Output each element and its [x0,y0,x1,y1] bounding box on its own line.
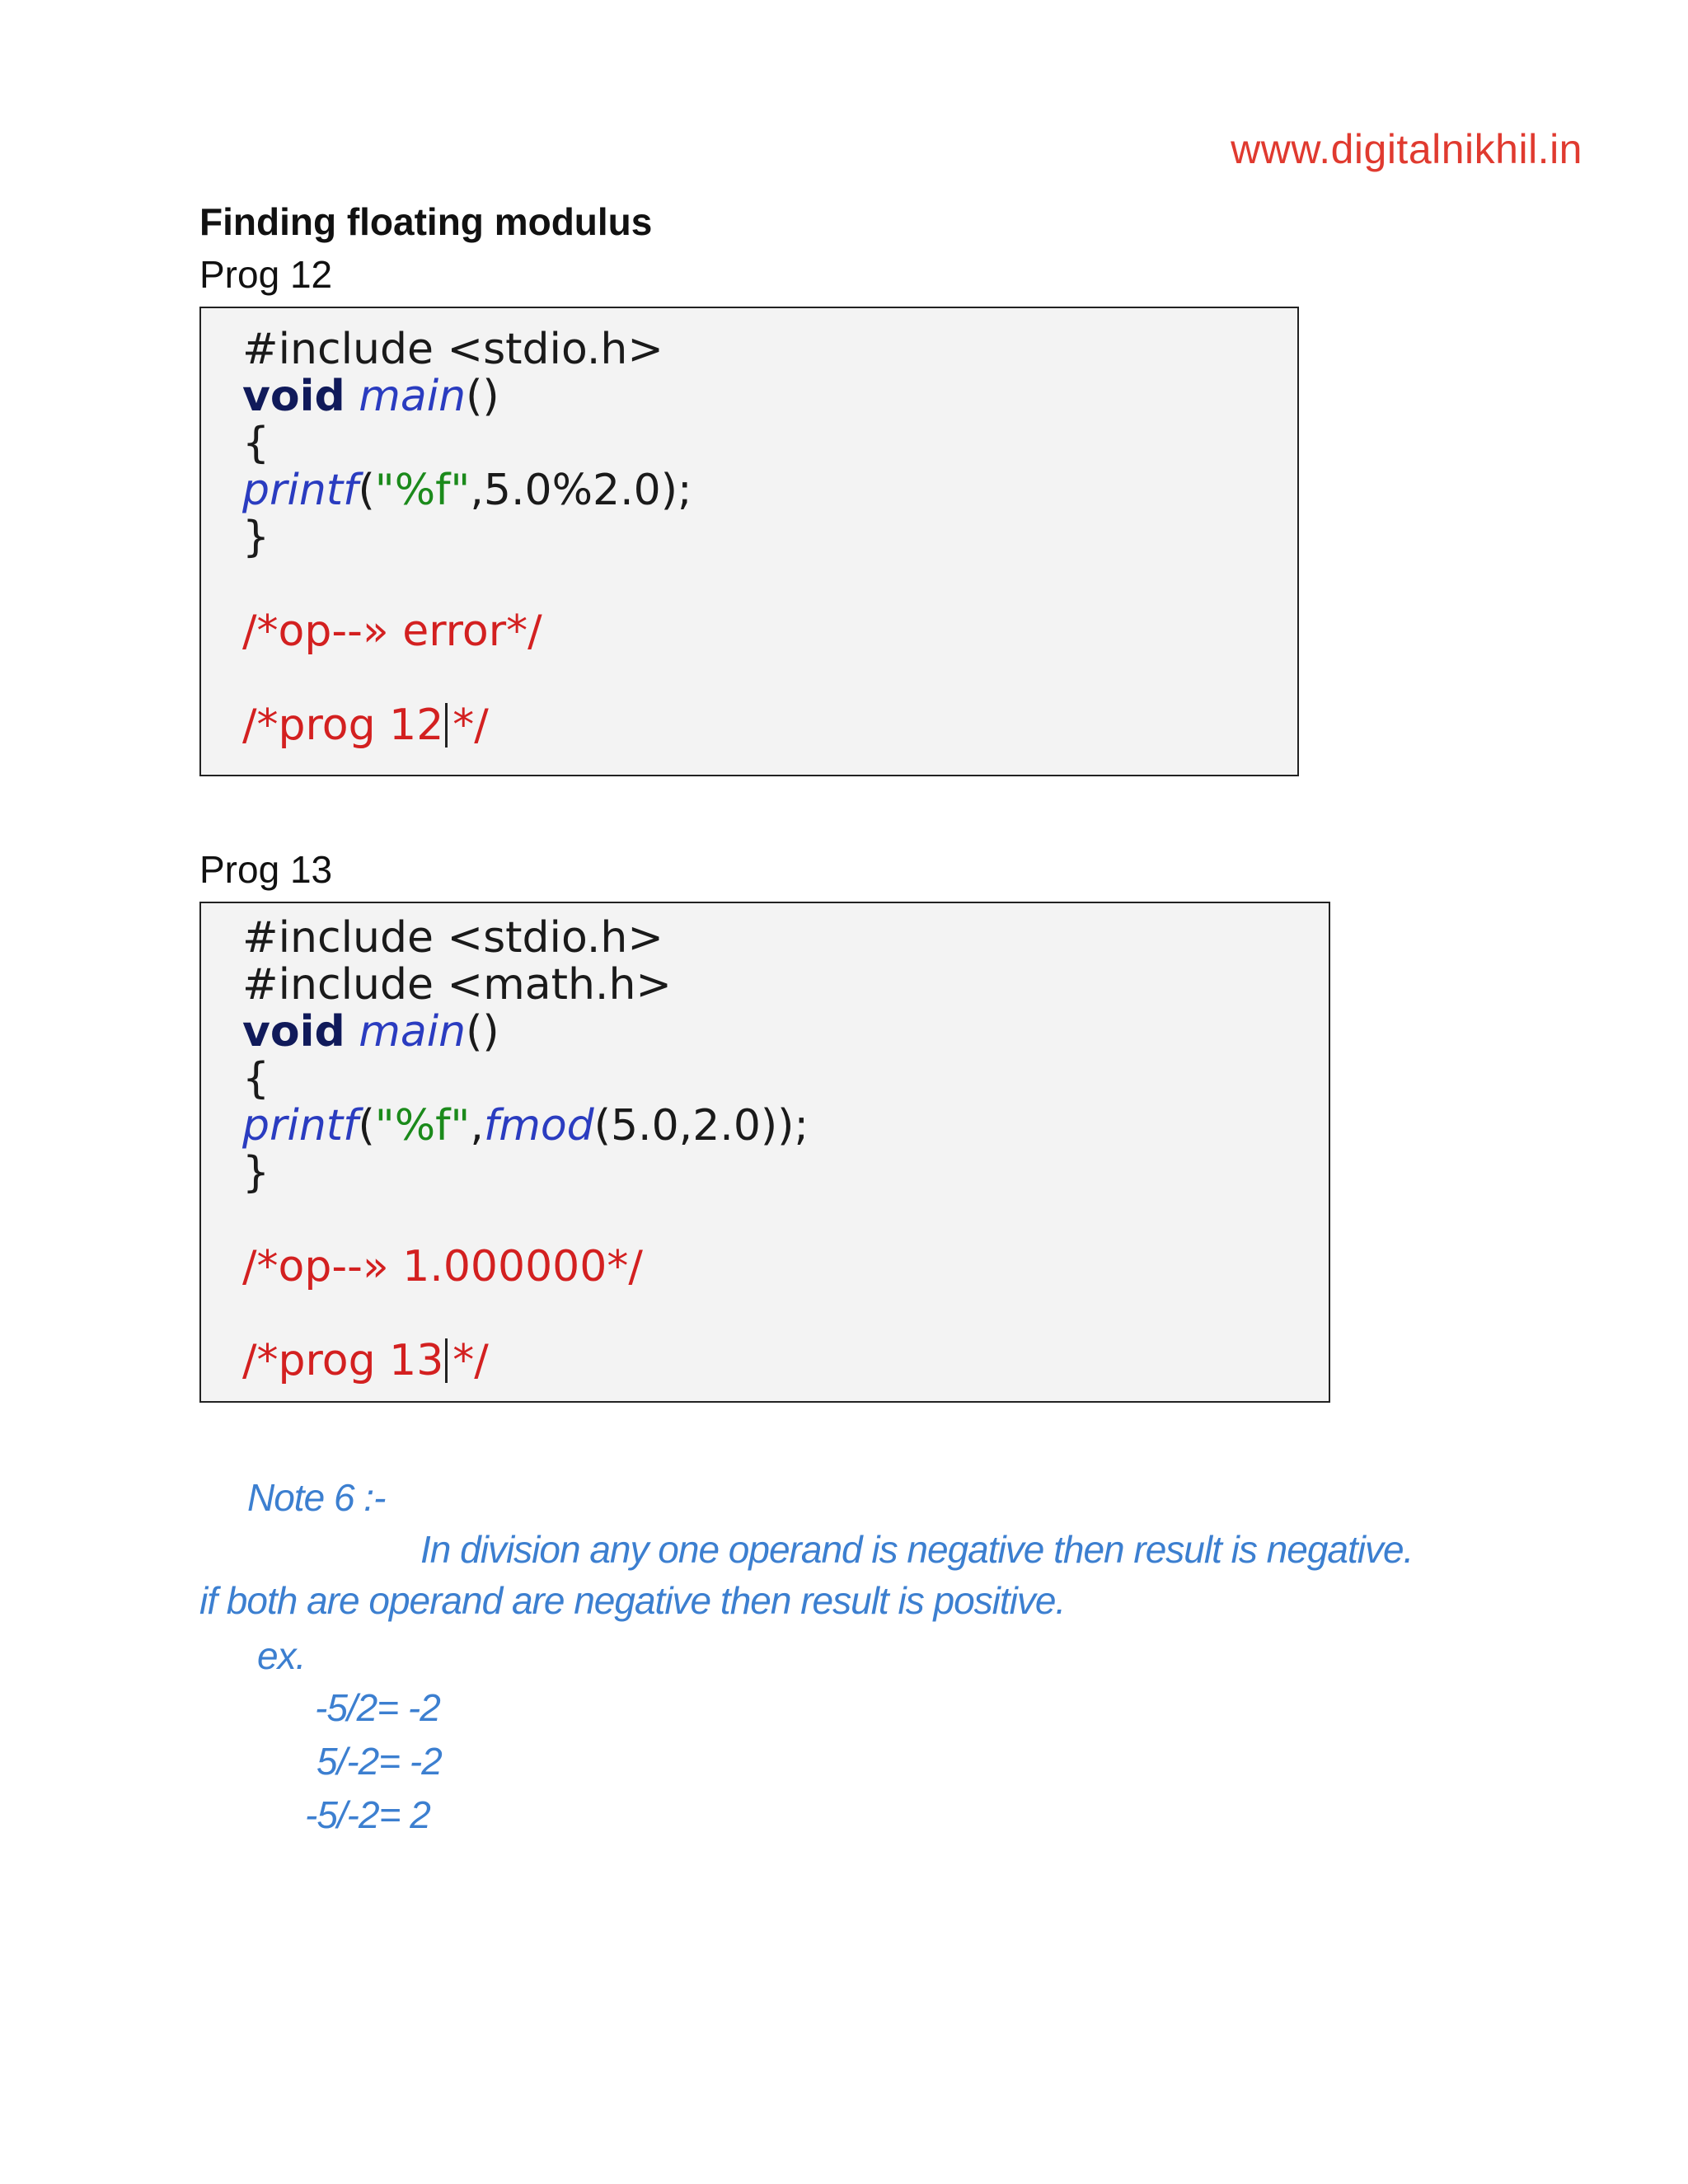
code-line-include-math: #include <math.h> [242,960,672,1010]
code-line-printf: printf("%f",fmod(5.0,2.0)); [242,1101,809,1151]
note-example-1: -5/2= -2 [315,1686,440,1729]
page-heading: Finding floating modulus [199,200,653,243]
code-line-printf: printf("%f",5.0%2.0); [242,466,692,515]
prog-13-label: Prog 13 [199,848,333,891]
note-example-2: 5/-2= -2 [316,1740,442,1783]
code-line-include-stdio: #include <stdio.h> [242,913,663,963]
code-line-open-brace: { [242,1054,270,1104]
note-example-3: -5/-2= 2 [305,1793,430,1836]
code-line-open-brace: { [242,419,270,468]
code-line-prog-comment: /*prog 12 */ [242,701,489,750]
prog-12-label: Prog 12 [199,253,333,296]
code-line-include: #include <stdio.h> [242,325,663,374]
site-url[interactable]: www.digitalnikhil.in [1231,126,1582,172]
note-example-label: ex. [257,1634,306,1677]
note-title: Note 6 :- [247,1476,386,1519]
code-line-output-comment: /*op--» error*/ [242,607,542,656]
code-block-prog-13 [199,902,1330,1403]
code-line-main: void main() [242,1007,499,1057]
code-line-main: void main() [242,372,499,421]
code-line-prog-comment: /*prog 13 */ [242,1336,489,1385]
code-line-close-brace: } [242,1148,270,1197]
note-line-1: In division any one operand is negative then result is negative. [420,1528,1414,1571]
note-line-2: if both are operand are negative then result is positive. [199,1579,1066,1622]
text-cursor [445,1338,448,1383]
code-line-close-brace: } [242,513,270,562]
text-cursor [445,703,448,748]
code-block-prog-12 [199,307,1299,776]
code-line-output-comment: /*op--» 1.000000*/ [242,1242,643,1291]
